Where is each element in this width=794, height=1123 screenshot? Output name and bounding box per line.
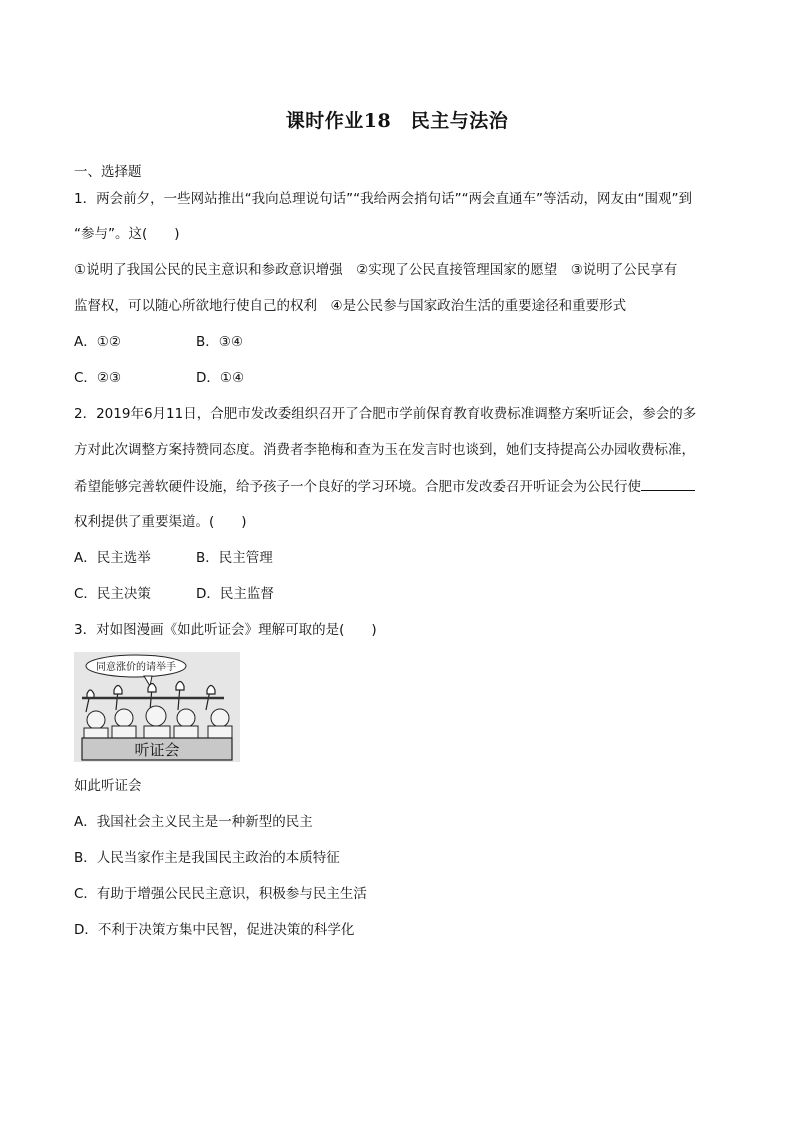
q2-stem-line3-text: 希望能够完善软硬件设施，给予孩子一个良好的学习环境。合肥市发改委召开听证会为公民行使 [74, 479, 641, 495]
q3-option-c[interactable]: C．有助于增强公民民主意识，积极参与民主生活 [74, 886, 367, 902]
q2-stem-line4: 权利提供了重要渠道。( ) [74, 514, 247, 530]
q3-stem: 3．对如图漫画《如此听证会》理解可取的是( ) [74, 622, 377, 638]
q2-option-a[interactable]: A．民主选举 [74, 550, 151, 566]
sign-text: 听证会 [134, 741, 180, 759]
section-heading: 一、选择题 [74, 164, 142, 180]
q2-stem-line1: 2．2019年6月11日，合肥市发改委组织召开了合肥市学前保育教育收费标准调整方案听证会，参会的多 [74, 406, 697, 422]
answer-blank [641, 476, 695, 491]
q2-option-b[interactable]: B．民主管理 [196, 550, 273, 566]
q2-stem-line3 [74, 476, 695, 497]
q3-option-a[interactable]: A．我国社会主义民主是一种新型的民主 [74, 814, 313, 830]
q3-option-d[interactable]: D．不利于决策方集中民智，促进决策的科学化 [74, 922, 355, 938]
q1-option-a[interactable]: A．①② [74, 334, 121, 350]
q1-option-b[interactable]: B．③④ [196, 334, 243, 350]
q3-option-b[interactable]: B．人民当家作主是我国民主政治的本质特征 [74, 850, 340, 866]
q1-stem-line2: “参与”。这( ) [74, 226, 180, 242]
cartoon-caption: 如此听证会 [74, 778, 142, 794]
q1-statement-line2: 监督权，可以随心所欲地行使自己的权利 ④是公民参与国家政治生活的重要途径和重要形式 [74, 298, 627, 314]
q1-option-c[interactable]: C．②③ [74, 370, 122, 386]
bubble-text: 同意涨价的请举手 [96, 662, 176, 673]
hearing-cartoon [74, 652, 240, 762]
q2-stem-line2: 方对此次调整方案持赞同态度。消费者李艳梅和查为玉在发言时也谈到，她们支持提高公办园收费标准， [74, 442, 695, 458]
q1-option-d[interactable]: D．①④ [196, 370, 245, 386]
q2-option-d[interactable]: D．民主监督 [196, 586, 274, 602]
q1-stem-line1: 1．两会前夕，一些网站推出“我向总理说句话”“我给两会捎句话”“两会直通车”等活动，网友由“围观”到 [74, 191, 693, 207]
page-title: 课时作业18 民主与法治 [285, 110, 509, 132]
q1-statement-line1: ①说明了我国公民的民主意识和参政意识增强 ②实现了公民直接管理国家的愿望 ③说明了公民享有 [74, 262, 678, 278]
q2-option-c[interactable]: C．民主决策 [74, 586, 151, 602]
